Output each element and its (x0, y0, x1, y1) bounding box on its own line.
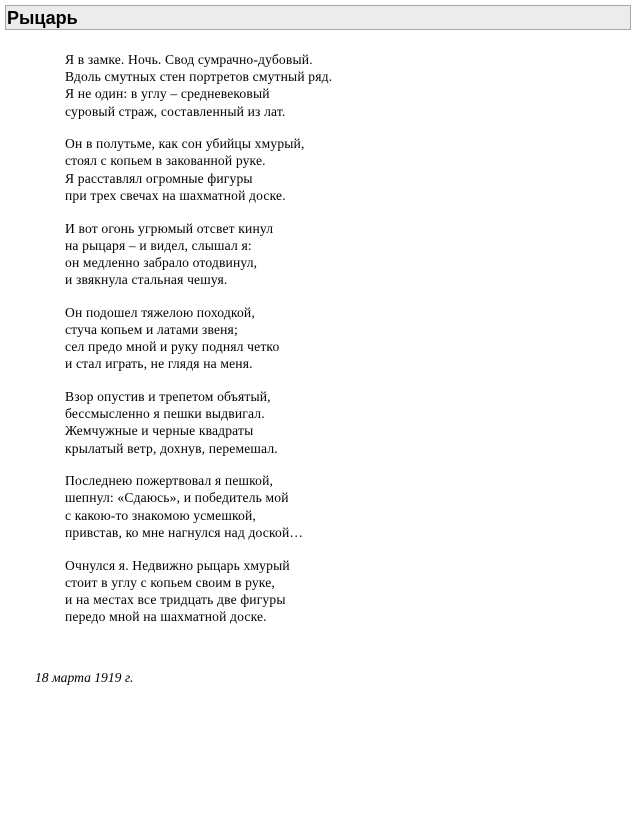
stanza-5 (65, 388, 605, 457)
poem-line: на рыцаря – и видел, слышал я: (65, 237, 252, 253)
poem-line: и на местах все тридцать две фигуры (65, 591, 286, 607)
poem-line: и стал играть, не глядя на меня. (65, 356, 253, 372)
poem-line: Он в полутьме, как сон убийцы хмурый, (65, 136, 305, 152)
poem-line: Взор опустив и трепетом объятый, (65, 389, 271, 404)
poem-line: Я расставлял огромные фигуры (65, 170, 253, 186)
poem-line: стуча копьем и латами звеня; (65, 321, 238, 337)
poem-body (65, 51, 605, 641)
poem-line: с какою-то знакомою усмешкой, (65, 507, 256, 523)
poem-line: стоял с копьем в закованной руке. (65, 153, 266, 169)
poem-line: и звякнула стальная чешуя. (65, 272, 228, 288)
title-bar (5, 5, 631, 30)
poem-line: стоит в углу с копьем своим в руке, (65, 574, 275, 590)
poem-line: Вдоль смутных стен портретов смутный ряд. (65, 69, 333, 85)
poem-line: Последнею пожертвовал я пешкой, (65, 473, 274, 489)
stanza-7 (65, 557, 605, 626)
poem-line: Очнулся я. Недвижно рыцарь хмурый (65, 557, 290, 573)
poem-line: Я не один: в углу – средневековый (65, 86, 270, 102)
stanza-4 (65, 304, 605, 373)
stanza-2 (65, 135, 605, 204)
poem-line: передо мной на шахматной доске. (65, 609, 267, 625)
stanza-6 (65, 472, 605, 541)
stanza-3 (65, 220, 605, 289)
poem-line: привстав, ко мне нагнулся над доской… (65, 524, 304, 540)
poem-line: суровый страж, составленный из лат. (65, 103, 286, 119)
poem-line: Я в замке. Ночь. Свод сумрачно-дубовый. (65, 52, 313, 67)
poem-line: И вот огонь угрюмый отсвет кинул (65, 220, 274, 236)
poem-line: сел предо мной и руку поднял четко (65, 339, 280, 355)
poem-date: 18 марта 1919 г. (35, 670, 134, 685)
poem-line: он медленно забрало отодвинул, (65, 254, 258, 270)
stanza-1 (65, 51, 605, 120)
poem-line: бессмысленно я пешки выдвигал. (65, 406, 265, 422)
poem-line: при трех свечах на шахматной доске. (65, 187, 286, 203)
poem-title: Рыцарь (7, 8, 78, 28)
poem-line: Он подошел тяжелою походкой, (65, 304, 255, 320)
poem-line: шепнул: «Сдаюсь», и победитель мой (65, 490, 289, 506)
poem-line: крылатый ветр, дохнув, перемешал. (65, 440, 278, 456)
poem-line: Жемчужные и черные квадраты (65, 423, 254, 439)
